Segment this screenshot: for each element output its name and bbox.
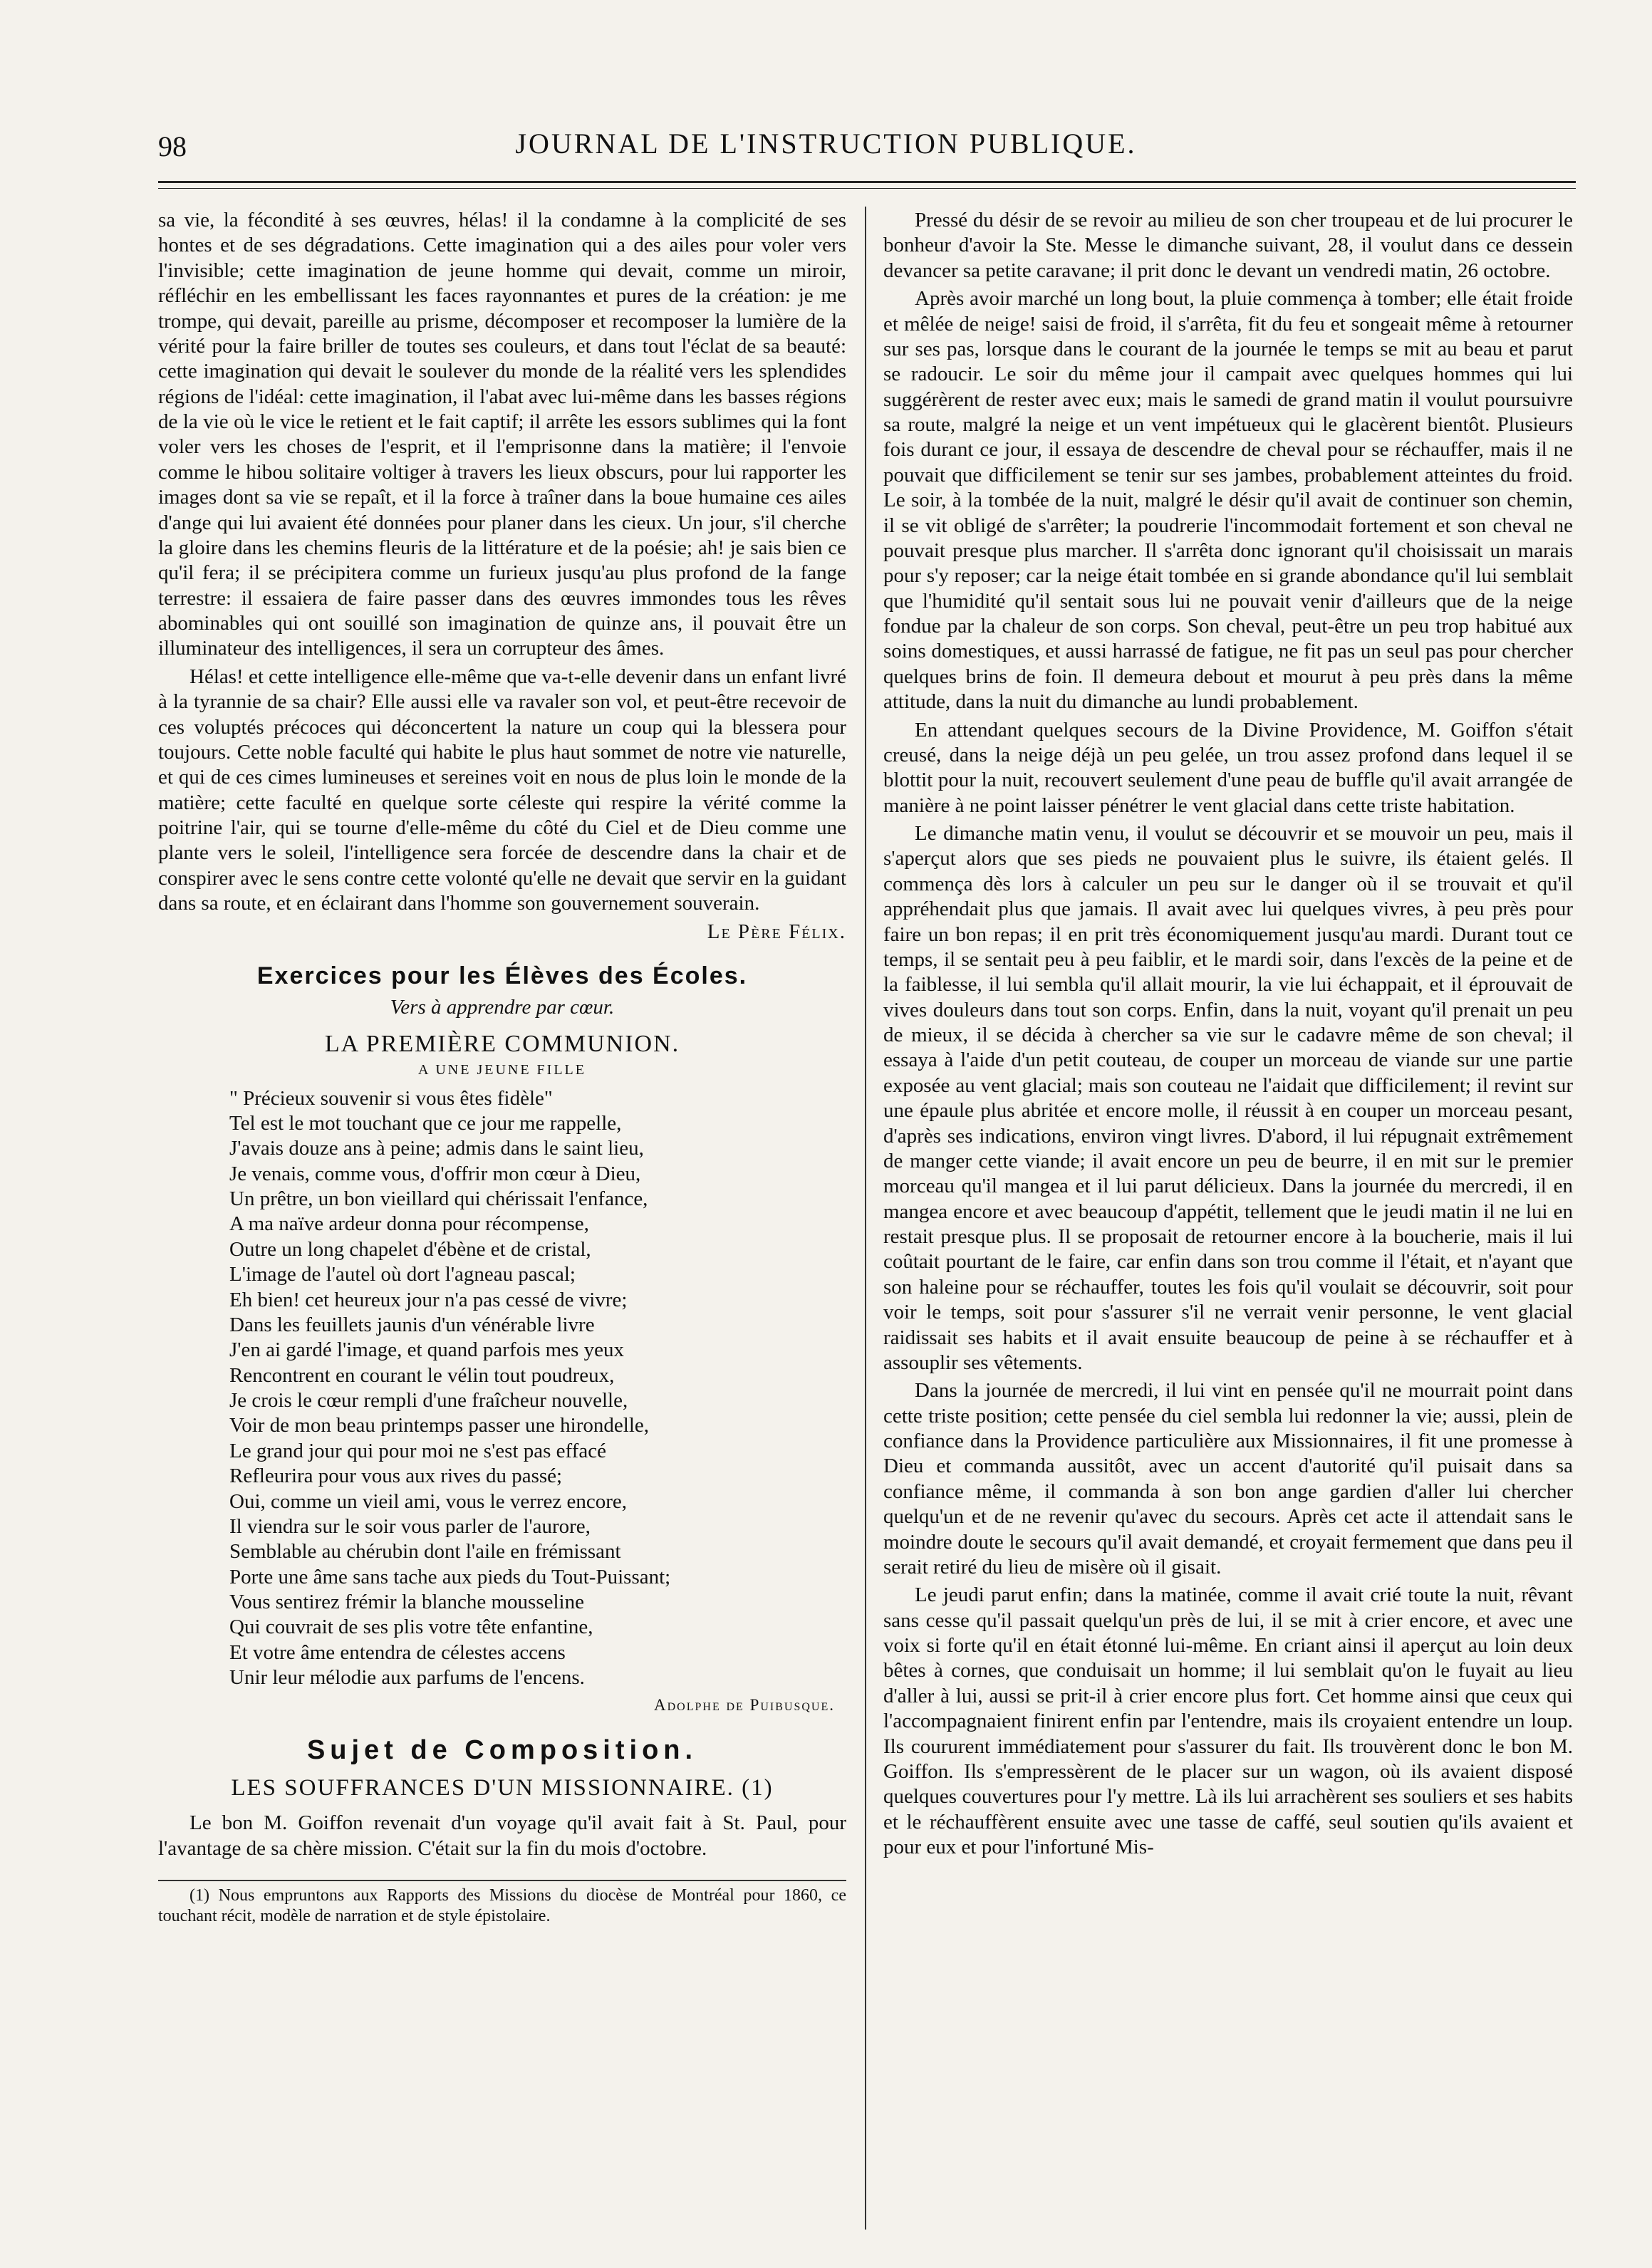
poem-line: J'avais douze ans à peine; admis dans le saint lieu, (229, 1137, 644, 1160)
exercises-subtitle: Vers à apprendre par cœur. (390, 996, 615, 1019)
header-rule-thin (158, 188, 1576, 189)
poem-line: Voir de mon beau printemps passer une hirondelle, (229, 1414, 649, 1437)
article-paragraph: Le dimanche matin venu, il voulut se découvrir et se mouvoir un peu, mais il s'aperçut alors que ses pieds ne pouvaient plus le suivre, ils étaient gelés. Il commença dès lors à calculer un peu sur le danger où il se trouvait et qu'il appréhendait plus que jamais. Il avait avec lui quelques vivres, à peu près pour faire un bon repas; il en prit très économiquement jusqu'au mardi. Durant tout ce temps, il se sentait peu à peu faiblir, et le mardi soir, dans l'excès de la peine et de la faiblesse, il lui sembla qu'il allait mourir, la vie lui échappait, et il éprouvait de vives douleurs dans tout son corps. Enfin, dans la nuit, voyant qu'il prenait un peu de mieux, il se décida à chercher sa vie sur le cadavre même de son cheval; il essaya à l'aide d'un petit couteau, de couper un morceau de viande sur une partie exposée au vent glacial; mais son couteau ne l'aidait que difficilement; il revint sur une épaule plus abritée et encore molle, il réussit à en couper un morceau pesant, d'après ses indications, environ vingt livres. D'abord, il lui répugnait extrêmement de manger cette viande; il avait encore un peu de beurre, il en mit sur le premier morceau qu'il mangea et il lui parut délicieux. Dans la journée du mercredi, il en mangea encore et avec beaucoup d'appétit, tellement que le jeudi matin il ne lui en restait presque plus. Il se proposait de retourner encore à la boucherie, mais il lui coûtait pourtant de le faire, car enfin dans son trou comme il l'était, et n'ayant que son haleine pour se réchauffer, toutes les fois qu'il voulait se découvrir, soit pour voir le temps, soit pour s'assurer s'il ne verrait venir personne, le vent glacial raidissait ses habits et il avait ensuite beaucoup de peine à se réchauffer et à assouplir ses vêtements. (883, 822, 1573, 1374)
poem-title: LA PREMIÈRE COMMUNION. (324, 1030, 680, 1057)
article-paragraph: sa vie, la fécondité à ses œuvres, hélas! il la condamne à la complicité de ses hontes et de ses dégradations. Cette imagination qui a des ailes pour voler vers l'invisible; cette imagination de jeune homme qui devait, comme un miroir, réfléchir en les embellissant les faces rayonnantes et pures de la création: je me trompe, qui devait, pareille au prisme, décomposer et recomposer la lumière de la vérité pour la faire briller de toutes ses couleurs, et dans tout l'éclat de sa beauté: cette imagination qui devait le soulever du monde de la réalité vers les splendides régions de l'idéal: cette imagination, il l'abat avec lui-même dans les basses régions de la vie où le vice le retient et le fait captif; il arrête les essors sublimes qui la font voler vers les choses de l'esprit, et il l'emprisonne dans la matière; il l'envoie comme le hibou solitaire voltiger à travers les lieux obscurs, pour lui rapporter les images dont sa vie se repaît, et il la force à traîner dans la boue humaine ces ailes d'ange qui lui avaient été données pour planer dans les cieux. Un jour, s'il cherche la gloire dans les chemins fleuris de la littérature et de la poésie; ah! je sais bien ce qu'il fera; il se précipitera comme un furieux jusqu'au plus profond de la fange terrestre: il essaiera de faire passer dans des œuvres immondes tous les rêves abominables qui ont souillé son imagination de quinze ans, il pouvait être un illuminateur des intelligences, il sera un corrupteur des âmes. (158, 209, 846, 660)
column-divider (865, 207, 866, 2230)
poem-line: Je crois le cœur rempli d'une fraîcheur nouvelle, (229, 1389, 628, 1413)
poem-line: J'en ai gardé l'image, et quand parfois mes yeux (229, 1338, 625, 1362)
poem-line: Oui, comme un vieil ami, vous le verrez encore, (229, 1489, 628, 1513)
poem-line: Je venais, comme vous, d'offrir mon cœur à Dieu, (229, 1162, 641, 1185)
article-paragraph: Pressé du désir de se revoir au milieu de son cher troupeau et de lui procurer le bonheur d'avoir la Ste. Messe le dimanche suivant, 28, il voulut dans ce dessein devancer sa petite caravane; il prit donc le devant un vendredi matin, 26 octobre. (883, 209, 1573, 282)
article-paragraph: Dans la journée de mercredi, il lui vint en pensée qu'il ne mourrait point dans cette triste position; cette pensée du ciel sembla lui redonner la vie; aussi, plein de confiance dans la Providence particulière aux Missionnaires, il fit une promesse à Dieu et commanda aussitôt, avec un accent d'autorité qu'il puisait dans sa confiance même, il commanda à son bon ange gardien d'aller lui chercher quelqu'un et de ne revenir qu'avec du secours. Après cet acte il attendait sans le moindre doute le secours qu'il avait demandé, et croyait fermement que dans peu il serait retiré du lieu de misère où il gisait. (883, 1379, 1573, 1578)
poem-line: Et votre âme entendra de célestes accens (229, 1640, 566, 1664)
composition-title: LES SOUFFRANCES D'UN MISSIONNAIRE. (1) (231, 1774, 774, 1801)
composition-intro: Le bon M. Goiffon revenait d'un voyage qu'il avait fait à St. Paul, pour l'avantage de sa chère mission. C'était sur la fin du mois d'octobre. (158, 1811, 846, 1860)
footnote: (1) Nous empruntons aux Rapports des Missions du diocèse de Montréal pour 1860, ce touchant récit, modèle de narration et de style épistolaire. (158, 1885, 846, 1926)
article-paragraph: Le jeudi parut enfin; dans la matinée, comme il avait crié toute la nuit, rêvant sans cesse qu'il passait quelqu'un près de lui, il se mit à crier encore, et avec une voix si forte qu'il en était étonné lui-même. En criant ainsi il aperçut au loin deux bêtes à cornes, que conduisait un homme; il lui semblait qu'on le fuyait au lieu d'aller à lui, aussi se prit-il à crier encore plus fort. Cet homme ainsi que ceux qui l'accompagnaient finirent enfin par l'entendre, mais ils croyaient entendre un loup. Ils coururent immédiatement pour s'assurer du fait. Ils trouvèrent donc le bon M. Goiffon. Ils s'empressèrent de le placer sur un wagon, où ils avaient disposé quelques couvertures pour l'y mettre. Là ils lui arrachèrent ses souliers et ses habits et le réchauffèrent ensuite avec une tasse de caffé, seul soutien qu'ils avaient et pour eux et pour l'infortuné Mis- (883, 1583, 1573, 1858)
poem-line: Eh bien! cet heureux jour n'a pas cessé de vivre; (229, 1288, 628, 1311)
article-paragraph: En attendant quelques secours de la Divine Providence, M. Goiffon s'était creusé, dans la neige déjà un peu gelée, un trou assez profond dans lequel il se blottit pour la nuit, recouvert seulement d'une peau de buffle qu'il avait arrangée de manière à ne point laisser pénétrer le vent glacial dans cette triste habitation. (883, 718, 1573, 817)
poem-dedication: A UNE JEUNE FILLE (418, 1062, 586, 1078)
article-paragraph: Après avoir marché un long bout, la pluie commença à tomber; elle était froide et mêlée de neige! saisi de froid, il s'arrêta, fit du feu et songeait même à retourner sur ses pas, lorsque dans le courant de la journée le temps se mit au beau et parut se radoucir. Le soir du même jour il campait avec quelques hommes qui lui suggérèrent de rester avec eux; mais le samedi de grand matin il voulut poursuivre sa route, malgré la neige et un vent impétueux qui le glacèrent bientôt. Plusieurs fois durant ce jour, il essaya de descendre de cheval pour se réchauffer, mais il ne pouvait que difficilement se tenir sur ses jambes, probablement atteintes du froid. Le soir, à la tombée de la nuit, malgré le désir qu'il avait de continuer son chemin, il se vit obligé de s'arrêter; la poudrerie l'incommodait fortement et son cheval ne pouvait presque plus marcher. Il s'arrêta donc ignorant qu'il choisissait un marais pour s'y reposer; car la neige était tombée en si grande abondance qu'il lui semblait que l'humidité qu'il sentait sous lui ne pouvait venir d'ailleurs que de la neige fondue par la chaleur de son corps. Son cheval, peut-être un peu trop habitué aux soins domestiques, et aussi harrassé de fatigue, ne fit pas un seul pas pour chercher quelques brins de foin. Il demeura debout et mourut à peu près dans la même attitude, dans la nuit du dimanche au lundi probablement. (883, 287, 1573, 714)
poem-line: Outre un long chapelet d'ébène et de cristal, (229, 1237, 591, 1261)
poem-line: Rencontrent en courant le vélin tout poudreux, (229, 1363, 615, 1387)
running-head: JOURNAL DE L'INSTRUCTION PUBLIQUE. (515, 128, 1137, 160)
right-column (883, 208, 1573, 1863)
page-number: 98 (158, 130, 187, 162)
poem (158, 1086, 846, 1691)
poem-line: Dans les feuillets jaunis d'un vénérable livre (229, 1313, 595, 1336)
header-rule (158, 181, 1576, 183)
footnote-rule (158, 1880, 846, 1881)
poem-line: Refleurira pour vous aux rives du passé; (229, 1465, 563, 1488)
article-paragraph: Hélas! et cette intelligence elle-même que va-t-elle devenir dans un enfant livré à la tyrannie de sa chair? Elle aussi elle va ravaler son vol, et peut-être recevoir de ces voluptés précoces qui déconcertent la nature un coup qui la blessera pour toujours. Cette noble faculté qui habite le plus haut sommet de notre vie naturelle, et qui de ces cimes lumineuses et sereines voit en nous de plus loin le monde de la matière; cette faculté en quelque sorte céleste qui respire la vérité comme la poitrine l'air, qui se tourne d'elle-même du côté du Ciel et de Dieu comme une plante vers le soleil, l'intelligence sera forcée de descendre dans la chair et de conspirer avec le sens contre cette volonté qu'elle ne devait que servir en la guidant dans sa route, et en éclairant dans l'homme son gouvernement souverain. (158, 665, 846, 915)
poem-line: Qui couvrait de ses plis votre tête enfantine, (229, 1616, 593, 1639)
poet-signature: Adolphe de Puibusque. (654, 1695, 835, 1714)
poem-line: Unir leur mélodie aux parfums de l'encens. (229, 1666, 585, 1690)
author-signature: Le Père Félix. (707, 920, 846, 943)
left-column (158, 208, 846, 1930)
composition-heading: Sujet de Composition. (306, 1734, 698, 1765)
exercises-heading: Exercices pour les Élèves des Écoles. (256, 962, 748, 989)
poem-line: Il viendra sur le soir vous parler de l'aurore, (229, 1514, 591, 1538)
poem-line: Un prêtre, un bon vieillard qui chérissait l'enfance, (229, 1187, 648, 1211)
poem-line: A ma naïve ardeur donna pour récompense, (229, 1212, 589, 1236)
poem-line: " Précieux souvenir si vous êtes fidèle" (229, 1086, 553, 1110)
poem-line: Semblable au chérubin dont l'aile en frémissant (229, 1540, 621, 1564)
poem-line: Vous sentirez frémir la blanche mousseline (229, 1591, 584, 1614)
poem-line: L'image de l'autel où dort l'agneau pascal; (229, 1263, 576, 1286)
poem-line: Tel est le mot touchant que ce jour me rappelle, (229, 1111, 622, 1135)
poem-line: Porte une âme sans tache aux pieds du Tout-Puissant; (229, 1565, 671, 1588)
poem-line: Le grand jour qui pour moi ne s'est pas effacé (229, 1439, 606, 1462)
